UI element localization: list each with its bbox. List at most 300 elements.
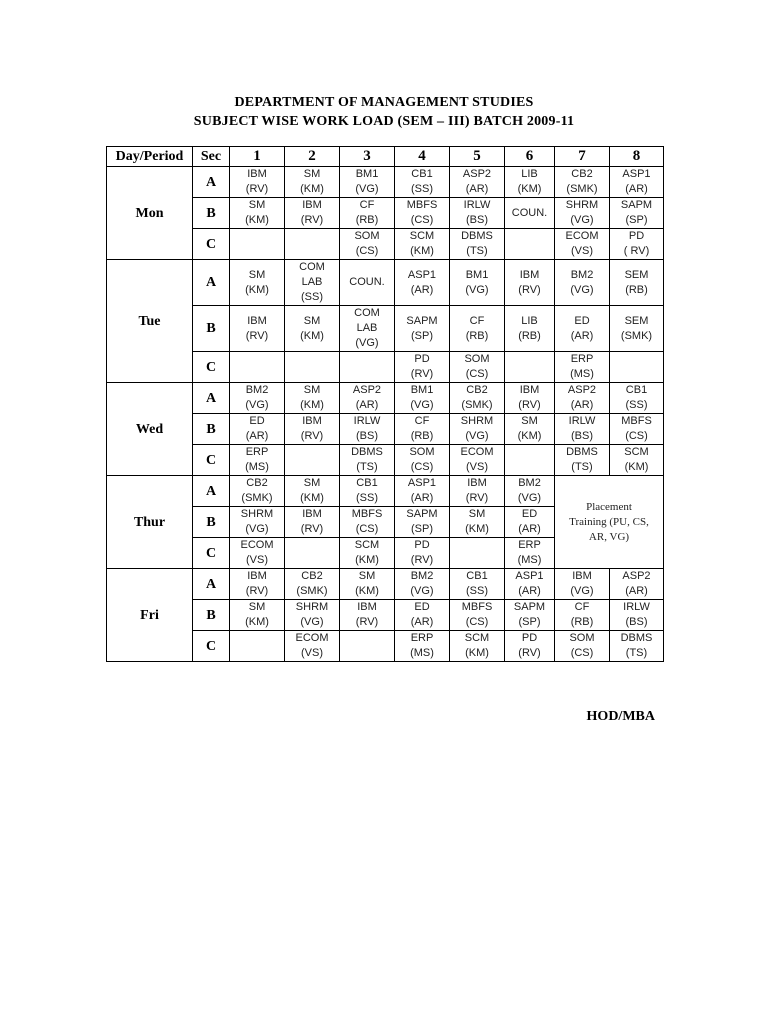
faculty-code: (MS): [570, 368, 594, 380]
header-day-period: Day/Period: [107, 147, 193, 167]
subject-code: ECOM: [460, 446, 494, 458]
day-label: Mon: [107, 167, 193, 260]
faculty-code: (SS): [356, 492, 378, 504]
header-period-8: 8: [610, 147, 664, 167]
faculty-code: (VS): [571, 245, 593, 257]
schedule-cell: [285, 476, 340, 507]
subject-code: SAPM: [620, 199, 653, 211]
subject-code: MBFS: [621, 415, 652, 427]
document-title: DEPARTMENT OF MANAGEMENT STUDIES: [234, 95, 534, 110]
faculty-code: LAB: [301, 276, 323, 288]
subject-code: IRLW: [463, 199, 491, 211]
subject-code: CB1: [466, 570, 488, 582]
faculty-code: (AR): [465, 183, 489, 195]
faculty-code: (AR): [625, 183, 648, 195]
subject-code: SOM: [569, 632, 595, 644]
subject-code: CB2: [466, 384, 488, 396]
schedule-cell: [450, 306, 505, 352]
schedule-cell: [230, 631, 285, 662]
subject-code: IBM: [357, 601, 377, 613]
faculty-code: (KM): [517, 430, 542, 442]
faculty-code: (VG): [517, 492, 542, 504]
schedule-cell: [505, 600, 555, 631]
subject-code: ERP: [245, 446, 269, 458]
subject-code: IRLW: [623, 601, 650, 613]
schedule-cell: [340, 569, 395, 600]
schedule-cell: [395, 507, 450, 538]
faculty-code: (SMK): [241, 492, 273, 504]
faculty-code: (VG): [410, 585, 434, 597]
faculty-code: (RV): [410, 554, 434, 566]
faculty-code: (KM): [300, 183, 324, 195]
day-label: Thur: [107, 476, 193, 569]
faculty-code: (RB): [570, 616, 594, 628]
schedule-cell: [610, 260, 664, 306]
schedule-cell: [610, 414, 664, 445]
subject-code: SM: [248, 601, 266, 613]
subject-code: SHRM: [460, 415, 494, 427]
schedule-cell: [610, 167, 664, 198]
subject-code: IBM: [302, 199, 322, 211]
header-period-2: 2: [285, 147, 340, 167]
subject-code: SAPM: [406, 508, 438, 520]
faculty-code: (MS): [245, 461, 269, 473]
faculty-code: (RB): [465, 329, 489, 342]
schedule-cell: [450, 445, 505, 476]
schedule-cell: [230, 445, 285, 476]
section-label: A: [193, 569, 230, 600]
schedule-cell: [340, 167, 395, 198]
subject-code: BM1: [355, 168, 379, 180]
schedule-cell: [340, 260, 395, 306]
faculty-code: (SP): [411, 329, 433, 342]
faculty-code: (CS): [410, 214, 434, 226]
subject-code: SCM: [464, 632, 490, 644]
schedule-cell: [450, 476, 505, 507]
schedule-cell: [230, 383, 285, 414]
schedule-cell: [450, 414, 505, 445]
faculty-code: (TS): [571, 461, 593, 473]
subject-code: DBMS: [351, 446, 383, 458]
schedule-cell: [285, 229, 340, 260]
subject-code: CF: [414, 415, 430, 427]
section-label: C: [193, 229, 230, 260]
schedule-cell: [505, 569, 555, 600]
subject-code: IBM: [302, 415, 322, 427]
subject-code: IBM: [572, 570, 592, 582]
subject-code: PD: [414, 353, 430, 365]
subject-code: SM: [468, 508, 486, 520]
schedule-cell: [230, 538, 285, 569]
subject-code: ED: [249, 415, 265, 427]
schedule-cell: [395, 600, 450, 631]
schedule-cell: [395, 538, 450, 569]
schedule-cell: [450, 538, 505, 569]
subject-code: SM: [303, 168, 321, 180]
subject-code: IBM: [302, 508, 322, 520]
schedule-cell: [285, 306, 340, 352]
schedule-cell: [610, 306, 664, 352]
schedule-cell: [555, 569, 610, 600]
faculty-code: (KM): [465, 523, 489, 535]
schedule-cell: [340, 229, 395, 260]
schedule-cell: [395, 167, 450, 198]
faculty-code: (RB): [625, 283, 648, 296]
faculty-code: (SS): [411, 183, 433, 195]
section-label: C: [193, 352, 230, 383]
faculty-code: (SP): [411, 523, 433, 535]
schedule-cell: [395, 383, 450, 414]
subject-code: IBM: [467, 477, 487, 489]
schedule-cell: [230, 306, 285, 352]
subject-code: ASP1: [407, 477, 437, 489]
day-label: Tue: [107, 260, 193, 383]
schedule-cell: [505, 352, 555, 383]
subject-code: CF: [574, 601, 590, 613]
subject-code: SHRM: [295, 601, 329, 613]
faculty-code: (SP): [518, 616, 541, 628]
schedule-cell: [395, 445, 450, 476]
schedule-cell: [340, 198, 395, 229]
subject-code: ASP1: [622, 168, 651, 180]
faculty-code: (SS): [301, 291, 323, 303]
faculty-code: (SMK): [296, 585, 328, 597]
schedule-cell: [395, 306, 450, 352]
faculty-code: (KM): [245, 283, 269, 296]
schedule-cell: [340, 538, 395, 569]
schedule-cell: [285, 352, 340, 383]
faculty-code: (RV): [410, 368, 434, 380]
subject-code: ERP: [410, 632, 434, 644]
schedule-cell: [340, 631, 395, 662]
faculty-code: (BS): [466, 214, 488, 226]
subject-code: ECOM: [565, 230, 599, 242]
schedule-cell: [450, 631, 505, 662]
faculty-code: (TS): [466, 245, 488, 257]
faculty-code: (AR): [410, 492, 434, 504]
subject-code: COUN.: [511, 206, 548, 219]
schedule-cell: [505, 306, 555, 352]
faculty-code: (RB): [355, 214, 379, 226]
schedule-cell: [230, 260, 285, 306]
faculty-code: (VG): [245, 523, 269, 535]
schedule-cell: [340, 507, 395, 538]
schedule-cell: [505, 167, 555, 198]
schedule-cell: [610, 383, 664, 414]
subject-code: ED: [414, 601, 430, 613]
section-label: B: [193, 306, 230, 352]
schedule-cell: [450, 198, 505, 229]
faculty-code: (AR): [518, 585, 541, 597]
subject-code: SHRM: [565, 199, 599, 211]
subject-code: DBMS: [461, 230, 493, 242]
faculty-code: (CS): [625, 430, 648, 442]
schedule-cell: [285, 198, 340, 229]
subject-code: CB1: [625, 384, 648, 396]
schedule-cell: [230, 198, 285, 229]
schedule-cell: [505, 383, 555, 414]
section-label: B: [193, 198, 230, 229]
schedule-cell: [450, 383, 505, 414]
table-row: [107, 569, 664, 600]
subject-code: SM: [358, 570, 376, 582]
schedule-cell: [230, 476, 285, 507]
schedule-cell: [450, 260, 505, 306]
faculty-code: (VG): [245, 399, 269, 411]
faculty-code: (VG): [355, 337, 379, 349]
faculty-code: (RV): [465, 492, 489, 504]
faculty-code: (VS): [301, 647, 323, 659]
faculty-code: (AR): [245, 430, 269, 442]
schedule-cell: [285, 538, 340, 569]
subject-code: SCM: [409, 230, 435, 242]
schedule-cell: [505, 198, 555, 229]
subject-code: IRLW: [353, 415, 381, 427]
faculty-code: (SS): [625, 399, 648, 411]
faculty-code: (AR): [570, 329, 594, 342]
table-body: [107, 167, 664, 662]
faculty-code: (RV): [300, 214, 324, 226]
subject-code: IBM: [247, 570, 267, 582]
subject-code: DBMS: [620, 632, 653, 644]
subject-code: IRLW: [568, 415, 596, 427]
schedule-cell: [395, 414, 450, 445]
schedule-cell: [395, 631, 450, 662]
schedule-cell: [395, 569, 450, 600]
schedule-cell: [285, 414, 340, 445]
schedule-cell: [395, 229, 450, 260]
schedule-cell: [340, 306, 395, 352]
subject-code: DBMS: [566, 446, 598, 458]
schedule-cell: [555, 600, 610, 631]
schedule-cell: [555, 198, 610, 229]
schedule-cell: [505, 229, 555, 260]
faculty-code: (KM): [355, 585, 379, 597]
schedule-cell: [555, 352, 610, 383]
schedule-cell: [555, 260, 610, 306]
faculty-code: (TS): [625, 647, 648, 659]
schedule-cell: [555, 383, 610, 414]
faculty-code: (MS): [410, 647, 434, 659]
subject-code: MBFS: [406, 199, 438, 211]
subject-code: CB1: [411, 168, 433, 180]
subject-code: BM2: [518, 477, 541, 489]
schedule-cell: [555, 445, 610, 476]
schedule-cell: [395, 352, 450, 383]
header-period-7: 7: [555, 147, 610, 167]
faculty-code: (RV): [355, 616, 379, 628]
schedule-cell: [395, 476, 450, 507]
table-row: [107, 167, 664, 198]
faculty-code: (AR): [410, 616, 434, 628]
subject-code: SEM: [624, 268, 649, 281]
schedule-cell: [450, 352, 505, 383]
faculty-code: (CS): [465, 368, 489, 380]
schedule-cell: [450, 507, 505, 538]
subject-code: SM: [303, 477, 321, 489]
schedule-cell: [230, 600, 285, 631]
schedule-cell: [285, 631, 340, 662]
section-label: B: [193, 507, 230, 538]
schedule-cell: [450, 167, 505, 198]
table-row: [107, 260, 664, 306]
schedule-cell: [555, 306, 610, 352]
faculty-code: (AR): [570, 399, 594, 411]
faculty-code: (BS): [625, 616, 648, 628]
faculty-code: (RV): [300, 430, 324, 442]
header-sec: Sec: [193, 147, 230, 167]
schedule-cell: [505, 260, 555, 306]
faculty-code: (KM): [300, 329, 324, 342]
faculty-code: (SMK): [620, 329, 653, 342]
subject-code: IBM: [247, 314, 267, 327]
faculty-code: (RB): [410, 430, 434, 442]
faculty-code: (RV): [245, 329, 269, 342]
faculty-code: (VS): [466, 461, 488, 473]
subject-code: SAPM: [513, 601, 546, 613]
schedule-cell: [610, 445, 664, 476]
faculty-code: (KM): [300, 399, 324, 411]
table-row: [107, 476, 664, 507]
schedule-cell: [285, 167, 340, 198]
schedule-cell: [395, 198, 450, 229]
day-label: Fri: [107, 569, 193, 662]
subject-code: ASP1: [515, 570, 544, 582]
faculty-code: (CS): [355, 245, 379, 257]
schedule-cell: [555, 167, 610, 198]
faculty-code: (CS): [570, 647, 594, 659]
header-period-1: 1: [230, 147, 285, 167]
header-period-6: 6: [505, 147, 555, 167]
placement-training-cell: Placement Training (PU, CS, AR, VG): [555, 476, 664, 569]
faculty-code: (CS): [355, 523, 379, 535]
schedule-cell: [340, 352, 395, 383]
schedule-cell: [610, 229, 664, 260]
schedule-cell: [230, 414, 285, 445]
faculty-code: (VS): [246, 554, 268, 566]
subject-code: CB2: [246, 477, 268, 489]
faculty-code: (KM): [245, 616, 269, 628]
schedule-cell: [505, 445, 555, 476]
subject-code: BM2: [245, 384, 269, 396]
faculty-code: (BS): [356, 430, 378, 442]
faculty-code: (KM): [517, 183, 542, 195]
section-label: C: [193, 538, 230, 569]
faculty-code: (KM): [624, 461, 649, 473]
section-label: C: [193, 445, 230, 476]
faculty-code: (RV): [518, 647, 541, 659]
faculty-code: (SMK): [566, 183, 598, 195]
section-label: B: [193, 414, 230, 445]
subject-code: ASP2: [622, 570, 651, 582]
section-label: A: [193, 476, 230, 507]
subject-code: PD: [414, 539, 430, 551]
subject-code: MBFS: [461, 601, 493, 613]
section-label: A: [193, 167, 230, 198]
workload-table: [106, 146, 664, 662]
schedule-cell: [450, 229, 505, 260]
faculty-code: (VG): [410, 399, 434, 411]
schedule-cell: [505, 414, 555, 445]
schedule-cell: [395, 260, 450, 306]
schedule-cell: [505, 507, 555, 538]
schedule-cell: [505, 631, 555, 662]
faculty-code: (VG): [570, 585, 594, 597]
faculty-code: LAB: [356, 322, 378, 334]
subject-code: CF: [359, 199, 375, 211]
faculty-code: (RV): [518, 399, 541, 411]
day-label: Wed: [107, 383, 193, 476]
faculty-code: (RV): [245, 585, 269, 597]
section-label: C: [193, 631, 230, 662]
schedule-cell: [340, 600, 395, 631]
schedule-cell: [285, 260, 340, 306]
schedule-cell: [450, 600, 505, 631]
subject-code: CB2: [571, 168, 593, 180]
subject-code: ERP: [518, 539, 541, 551]
section-label: B: [193, 600, 230, 631]
header-period-4: 4: [395, 147, 450, 167]
subject-code: SCM: [624, 446, 649, 458]
schedule-cell: [285, 600, 340, 631]
subject-code: COM: [299, 261, 325, 273]
subject-code: CB2: [301, 570, 323, 582]
faculty-code: (SP): [625, 214, 648, 226]
subject-code: SOM: [354, 230, 380, 242]
schedule-cell: [610, 352, 664, 383]
faculty-code: (VG): [570, 283, 594, 296]
subject-code: IBM: [247, 168, 267, 180]
schedule-cell: [340, 383, 395, 414]
faculty-code: (AR): [625, 585, 648, 597]
schedule-cell: [230, 507, 285, 538]
subject-code: ECOM: [295, 632, 329, 644]
faculty-code: (VG): [570, 214, 594, 226]
subject-code: SM: [248, 199, 266, 211]
faculty-code: (KM): [465, 647, 489, 659]
subject-code: BM2: [570, 268, 594, 281]
table-row: [107, 383, 664, 414]
faculty-code: (MS): [517, 554, 542, 566]
faculty-code: (RV): [300, 523, 324, 535]
section-label: A: [193, 383, 230, 414]
schedule-cell: [230, 352, 285, 383]
subject-code: PD: [628, 230, 645, 242]
subject-code: ECOM: [240, 539, 274, 551]
subject-code: ASP2: [462, 168, 492, 180]
subject-code: SOM: [464, 353, 490, 365]
schedule-cell: [340, 476, 395, 507]
subject-code: BM1: [465, 268, 489, 281]
faculty-code: (RV): [245, 183, 269, 195]
subject-code: CF: [469, 314, 485, 327]
subject-code: BM1: [410, 384, 434, 396]
subject-code: ASP2: [352, 384, 382, 396]
schedule-cell: [340, 414, 395, 445]
subject-code: LIB: [521, 314, 538, 327]
hod-signature: HOD/MBA: [586, 709, 655, 724]
subject-code: SM: [303, 384, 321, 396]
subject-code: MBFS: [351, 508, 383, 520]
subject-code: COUN.: [349, 276, 385, 288]
faculty-code: (VG): [465, 283, 489, 296]
header-period-5: 5: [450, 147, 505, 167]
schedule-cell: [610, 600, 664, 631]
schedule-cell: [610, 631, 664, 662]
schedule-cell: [285, 569, 340, 600]
schedule-cell: [230, 229, 285, 260]
subject-code: CB1: [356, 477, 378, 489]
